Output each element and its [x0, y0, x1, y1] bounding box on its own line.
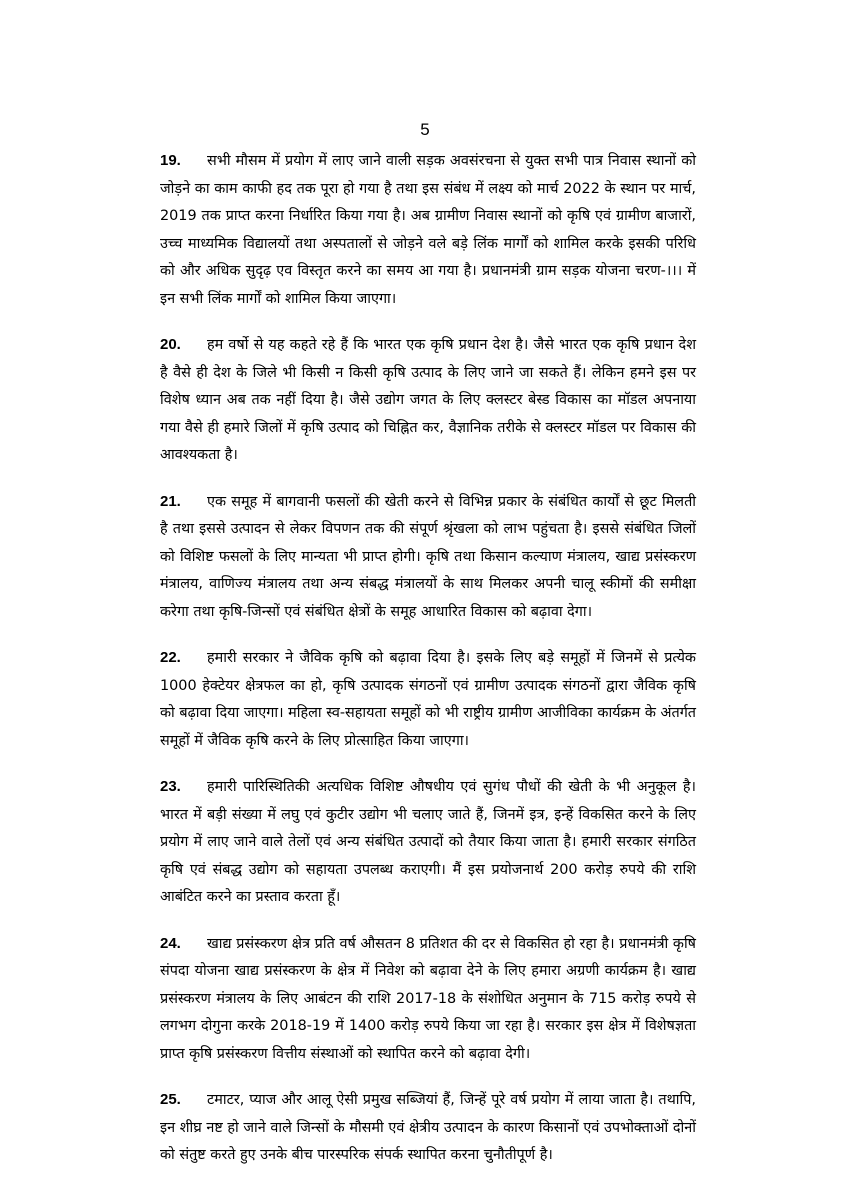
paragraph-number: 22. — [160, 649, 181, 666]
paragraph-number: 19. — [160, 152, 181, 169]
page-number: 5 — [420, 120, 430, 139]
paragraph-text: एक समूह में बागवानी फसलों की खेती करने से विभिन्न प्रकार के संबंधित कार्यों से छूट मिलती है तथा इससे उत्पादन से लेकर विपणन तक की संपूर्ण श्रृंखला को लाभ पहुंचता है। इससे संबंधित जिलों को विशिष्ट फसलों के लिए मान्यता भी प्राप्त होगी। कृषि तथा किसान कल्याण मंत्रालय, खाद्य प्रसंस्करण मंत्रालय, वाणिज्य मंत्रालय तथा अन्य संबद्ध मंत्रालयों के साथ मिलकर अपनी चालू स्कीमों की समीक्षा करेगा तथा कृषि-जिन्सों एवं संबंधित क्षेत्रों के समूह आधारित विकास को बढ़ावा देगा। — [160, 493, 696, 620]
paragraph-number: 24. — [160, 934, 181, 952]
paragraph-20 — [160, 331, 696, 470]
paragraph-text: हम वर्षो से यह कहते रहे हैं कि भारत एक कृषि प्रधान देश है। जैसे भारत एक कृषि प्रधान देश है वैसे ही देश के जिले भी किसी न किसी कृषि उत्पाद के लिए जाने जा सकते हैं। लेकिन हमने इस पर विशेष ध्यान अब तक नहीं दिया है। जैसे उद्योग जगत के लिए क्लस्टर बेस्ड विकास का मॉडल अपनाया गया वैसे ही हमारे जिलों में कृषि उत्पाद को चिह्नित कर, वैज्ञानिक तरीके से क्लस्टर मॉडल पर विकास की आवश्यकता है। — [160, 337, 696, 463]
paragraph-text: सभी मौसम में प्रयोग में लाए जाने वाली सड़क अवसंरचना से युक्त सभी पात्र निवास स्थानों को जोड़ने का काम काफी हद तक पूरा हो गया है तथा इस संबंध में लक्ष्य को मार्च 2022 के स्थान पर मार्च, 2019 तक प्राप्त करना निर्धारित किया गया है। अब ग्रामीण निवास स्थानों को कृषि एवं ग्रामीण बाजारों, उच्च माध्यमिक विद्यालयों तथा अस्पतालों से जोड़ने वले बड़े लिंक मार्गों को शामिल करके इसकी परिधि को और अधिक सुदृढ़ एव विस्तृत करने का समय आ गया है। प्रधानमंत्री ग्राम सड़क योजना चरण-।।। में इन सभी लिंक मार्गों को शामिल किया जाएगा। — [160, 153, 696, 307]
paragraph-23 — [160, 773, 696, 912]
document-body — [160, 147, 696, 1188]
paragraph-text: हमारी सरकार ने जैविक कृषि को बढ़ावा दिया है। इसके लिए बड़े समूहों में जिनमें से प्रत्येक 1000 हेक्टेयर क्षेत्रफल का हो, कृषि उत्पादक संगठनों एवं ग्रामीण उत्पादक संगठनों द्वारा जैविक कृषि को बढ़ावा दिया जाएगा। महिला स्व-सहायता समूहों को भी राष्ट्रीय ग्रामीण आजीविका कार्यक्रम के अंतर्गत समूहों में जैविक कृषि करने के लिए प्रोत्साहित किया जाएगा। — [160, 650, 696, 749]
paragraph-text: खाद्य प्रसंस्करण क्षेत्र प्रति वर्ष औसतन 8 प्रतिशत की दर से विकसित हो रहा है। प्रधानमंत्री कृषि संपदा योजना खाद्य प्रसंस्करण के क्षेत्र में निवेश को बढ़ावा देने के लिए हमारा अग्रणी कार्यक्रम है। खाद्य प्रसंस्करण मंत्रालय के लिए आबंटन की राशि 2017-18 के संशोधित अनुमान के 715 करोड़ रुपये से लगभग दोगुना करके 2018-19 में 1400 करोड़ रुपये किया जा रहा है। सरकार इस क्षेत्र में विशेषज्ञता प्राप्त कृषि प्रसंस्करण वित्तीय संस्थाओं को स्थापित करने को बढ़ावा देगी। — [160, 935, 696, 1062]
paragraph-24 — [160, 930, 696, 1069]
paragraph-text: टमाटर, प्याज और आलू ऐसी प्रमुख सब्जियां हैं, जिन्हें पूरे वर्ष प्रयोग में लाया जाता है। तथापि, इन शीघ्र नष्ट हो जाने वाले जिन्सों के मौसमी एवं क्षेत्रीय उत्पादन के कारण किसानों एवं उपभोक्ताओं दोनों को संतुष्ट करते हुए उनके बीच पारस्परिक संपर्क स्थापित करना चुनौतीपूर्ण है। — [160, 1092, 696, 1163]
paragraph-22 — [160, 644, 696, 755]
paragraph-number: 21. — [160, 492, 181, 510]
paragraph-number: 23. — [160, 778, 181, 795]
paragraph-number: 25. — [160, 1091, 181, 1108]
paragraph-25 — [160, 1086, 696, 1170]
paragraph-number: 20. — [160, 336, 181, 353]
paragraph-21 — [160, 488, 696, 627]
paragraph-text: हमारी पारिस्थितिकी अत्यधिक विशिष्ट औषधीय एवं सुगंध पौधों की खेती के भी अनुकूल है। भारत में बड़ी संख्या में लघु एवं कुटीर उद्योग भी चलाए जाते हैं, जिनमें इत्र, इन्हें विकसित करने के लिए प्रयोग में लाए जाने वाले तेलों एवं अन्य संबंधित उत्पादों को तैयार किया जाता है। हमारी सरकार संगठित कृषि एवं संबद्ध उद्योग को सहायता उपलब्ध कराएगी। मैं इस प्रयोजनार्थ 200 करोड़ रुपये की राशि आबंटित करने का प्रस्ताव करता हूँ। — [160, 779, 696, 905]
paragraph-19 — [160, 147, 696, 313]
